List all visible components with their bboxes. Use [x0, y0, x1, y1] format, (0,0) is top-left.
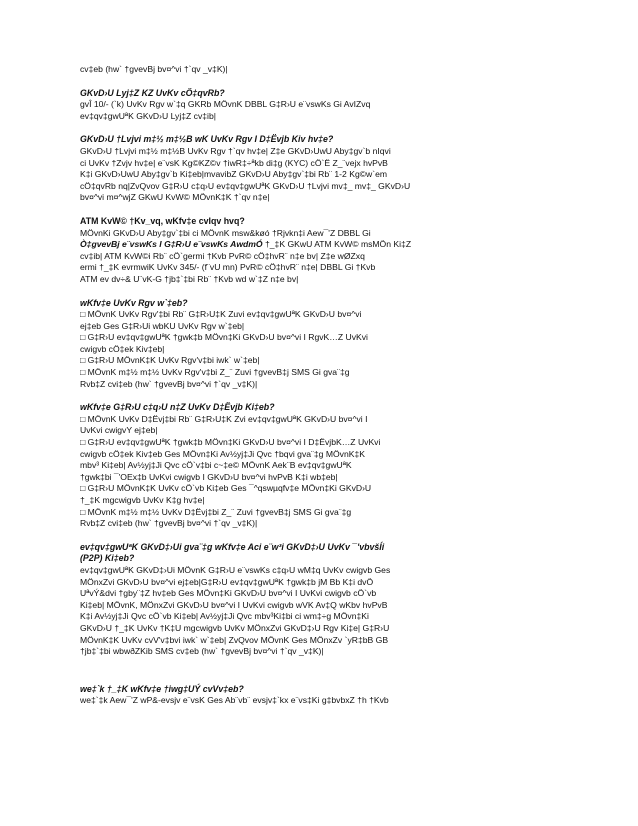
body-line: □ G‡R›U ev‡qv‡gwUªK †gwk‡b MÖvn‡Ki GKvD›U bv¤^vi I RgvK…Z UvKvi: [80, 332, 368, 343]
body-line: UvKvi cwigvY ej‡eb|: [80, 425, 158, 436]
body-line: MÖnxZvi GKvD›U bv¤^vi ej‡eb|G‡R›U ev‡qv‡gwUªK †gwk‡b jM Bb K‡i dvÖ: [80, 576, 374, 587]
section-open-account-cost: [80, 88, 558, 123]
section-deposit-how: [80, 298, 558, 391]
inline-heading: Ò‡gvevBj e¨vswKs I G‡R›U e¨vswKs AwdmÓ: [80, 239, 263, 250]
body-line: ev‡qv‡gwUªK GKvD‡›Ui MÖvnK G‡R›U e¨vswKs c‡q›U wM‡q UvKv cwigvb Ges: [80, 564, 391, 575]
body-line: mbv³ Ki‡eb| Av½yj‡Ji Qvc cÖ`v‡bi c~‡e© MÖvnK Aek¨B ev‡qv‡gwUªK: [80, 460, 352, 471]
body-line: we‡`‡k Aew¯'Z wP&-evsjv e¨vsK Ges Ab¨vb¨ evsjv‡`kx e¨vs‡Ki g‡bvbxZ †h †Kvb: [80, 695, 389, 706]
section-heading: ATM KvW© †Kv_vq, wKfv‡e cvIqv hvq?: [80, 215, 245, 226]
body-line: □ G‡R›U ev‡qv‡gwUªK †gwk‡b MÖvn‡Ki GKvD›U bv¤^vi I D‡ËvjbK…Z UvKvi: [80, 437, 381, 448]
body-line: cwigvb cÖ‡ek Kiv‡eb|: [80, 343, 165, 354]
section-heading: wKfv‡e G‡R›U c‡q›U n‡Z UvKv D‡Ëvjb Ki‡eb?: [80, 402, 275, 413]
body-line: †gwk‡bi ¯'OEx‡b UvKvi cwigvb I GKvD›U bv¤^vi hvPvB K‡i wb‡eb|: [80, 471, 338, 482]
body-line: MÖvnKi GKvD›U Aby‡gv`‡bi ci MÖvnK msw&køó †Rjvkn‡i Aew¯'Z DBBL Gi: [80, 227, 371, 238]
body-line: UªvÝ&dvi †gby¨‡Z hv‡eb Ges MÖvn‡Ki GKvD›U bv¤^vi I UvKvi cwigvb cÖ`vb: [80, 588, 377, 599]
body-line: bv¤^vi m¤^wjZ GKwU KvW© MÖvnK‡K †`qv n‡e|: [80, 192, 270, 203]
body-line: ej‡eb Ges G‡R›Ui wbKU UvKv Rgv w`‡eb|: [80, 320, 245, 331]
section-heading: wKfv‡e UvKv Rgv w`‡eb?: [80, 297, 188, 308]
section-remittance: [80, 684, 558, 707]
body-line: □ G‡R›U MÖvnK‡K UvKv Rgv'v‡bi iwk` w`‡eb|: [80, 355, 260, 366]
section-p2p-transfer: [80, 542, 558, 658]
body-line: ATM ev dv÷& U¨vK-G †jb‡`‡bi Rb¨ †Kvb wd w`‡Z n‡e bv|: [80, 273, 299, 284]
body-line: K‡i GKvD›UwU Aby‡gv`b Ki‡eb|mvavibZ GKvD›U Aby‡gv`‡bi Rb¨ 1-2 Kg©w`em: [80, 169, 388, 180]
body-line: †jb‡`‡bi wbwðZKib SMS cv‡eb (hw` †gvevBj bv¤^vi †`qv _v‡K)|: [80, 646, 324, 657]
section-heading: GKvD›U Lyj‡Z KZ UvKv cÖ‡qvRb?: [80, 87, 225, 98]
section-heading: we‡`k †_‡K wKfv‡e †iwg‡UÝ cvVv‡eb?: [80, 683, 244, 694]
body-line: cÖ‡qvRb nq|ZvQvov G‡R›U c‡q›U ev‡qv‡gwUªK GKvD›U †Lvjvi mv‡_ mv‡_ GKvD›U: [80, 180, 411, 191]
intro-line: cv‡eb (hw` †gvevBj bv¤^vi †`qv _v‡K)|: [80, 64, 228, 74]
body-line: cwigvb cÖ‡ek Kiv‡eb Ges MÖvn‡Ki Av½yj‡Ji Qvc †bqvi gva¨‡g MÖvnK‡K: [80, 448, 365, 459]
section-atm-card-contd: [80, 239, 558, 285]
section-atm-card: [80, 216, 558, 239]
body-line: ci UvKv †Zvjv hv‡e| e¨vsK Kg©KZ©v †iwR‡÷ªkb di‡g (KYC) cÖ`Ë Z_¨vejx hvPvB: [80, 157, 388, 168]
section-withdraw-how: [80, 402, 558, 530]
section-heading: ev‡qv‡gwUªK GKvD‡›Ui gva¨‡g wKfv‡e Aci e¨w³i GKvD‡›U UvKv ¯'vbvšÍi: [80, 541, 385, 552]
body-line: □ MÖvnK m‡½ m‡½ UvKv D‡Ëvj‡bi Z_¨ Zuvi †gvevB‡j SMS Gi gva¨‡g: [80, 506, 352, 517]
body-line: Rvb‡Z cvi‡eb (hw` †gvevBj bv¤^vi †`qv _v‡K)|: [80, 518, 258, 529]
body-line: K‡i Av½yj‡Ji Qvc cÖ`vb Ki‡eb| Av½yj‡Ji Qvc mbv³Ki‡bi ci wm‡÷g MÖvn‡Ki: [80, 611, 369, 622]
section-deposit-on-open: [80, 134, 558, 204]
body-line: ev‡qv‡gwUªK GKvD›U Lyj‡Z cv‡ib|: [80, 110, 216, 121]
inline-tail: †_‡K GKwU ATM KvW© msMÖn Ki‡Z: [262, 239, 412, 250]
body-line: □ G‡R›U MÖvnK‡K UvKv cÖ`vb Ki‡eb Ges ¯^qswµqfv‡e MÖvn‡Ki GKvD›U: [80, 483, 372, 494]
body-line: [80, 239, 558, 251]
body-line: Ki‡eb| MÖvnK, MÖnxZvi GKvD›U bv¤^vi I UvKvi cwigvb wVK Av‡Q wKbv hvPvB: [80, 599, 388, 610]
body-line: □ MÖvnK UvKv Rgv'‡bi Rb¨ G‡R›U‡K Zuvi ev‡qv‡gwUªK GKvD›U bv¤^vi: [80, 309, 362, 320]
document-page: [80, 64, 558, 719]
body-line: gvÎ 10/- (`k) UvKv Rgv w`‡q GKRb MÖvnK DBBL G‡R›U e¨vswKs Gi AvIZvq: [80, 99, 371, 110]
body-line: ermi †_‡K evrmwiK UvKv 345/- (f¨vU mn) PvR© cÖ‡hvR¨ n‡e| DBBL Gi †Kvb: [80, 262, 376, 273]
body-line: GKvD›U †Lvjvi m‡½ m‡½B UvKv Rgv †`qv hv‡e| Z‡e GKvD›UwU Aby‡gv`b nIqvi: [80, 145, 391, 156]
body-line: cv‡ib| ATM KvW©i Rb¨ cÖ`germi †Kvb PvR© cÖ‡hvR¨ n‡e bv| Z‡e wØZxq: [80, 250, 365, 261]
body-line: □ MÖvnK m‡½ m‡½ UvKv Rgv'v‡bi Z_¨ Zuvi †gvevB‡j SMS Gi gva¨‡g: [80, 367, 350, 378]
body-line: Rvb‡Z cvi‡eb (hw` †gvevBj bv¤^vi †`qv _v‡K)|: [80, 378, 258, 389]
section-heading: GKvD›U †Lvjvi m‡½ m‡½B wK UvKv Rgv I D‡Ëvjb Kiv hv‡e?: [80, 134, 334, 145]
body-line: GKvD›U †_‡K UvKv †K‡U mgcwigvb UvKv MÖnxZvi GKvD‡›U Rgv Ki‡e| G‡R›U: [80, 622, 390, 633]
body-line: MÖvnK‡K UvKv cvV'v‡bvi iwk` w`‡eb| ZvQvov MÖvnK Ges MÖnxZv `yR‡bB GB: [80, 634, 389, 645]
body-line: □ MÖvnK UvKv D‡Ëvj‡bi Rb¨ G‡R›U‡K Zvi ev‡qv‡gwUªK GKvD›U bv¤^vi I: [80, 413, 368, 424]
section-heading-cont: (P2P) Ki‡eb?: [80, 553, 135, 564]
body-line: †_‡K mgcwigvb UvKv K‡g hv‡e|: [80, 495, 205, 505]
